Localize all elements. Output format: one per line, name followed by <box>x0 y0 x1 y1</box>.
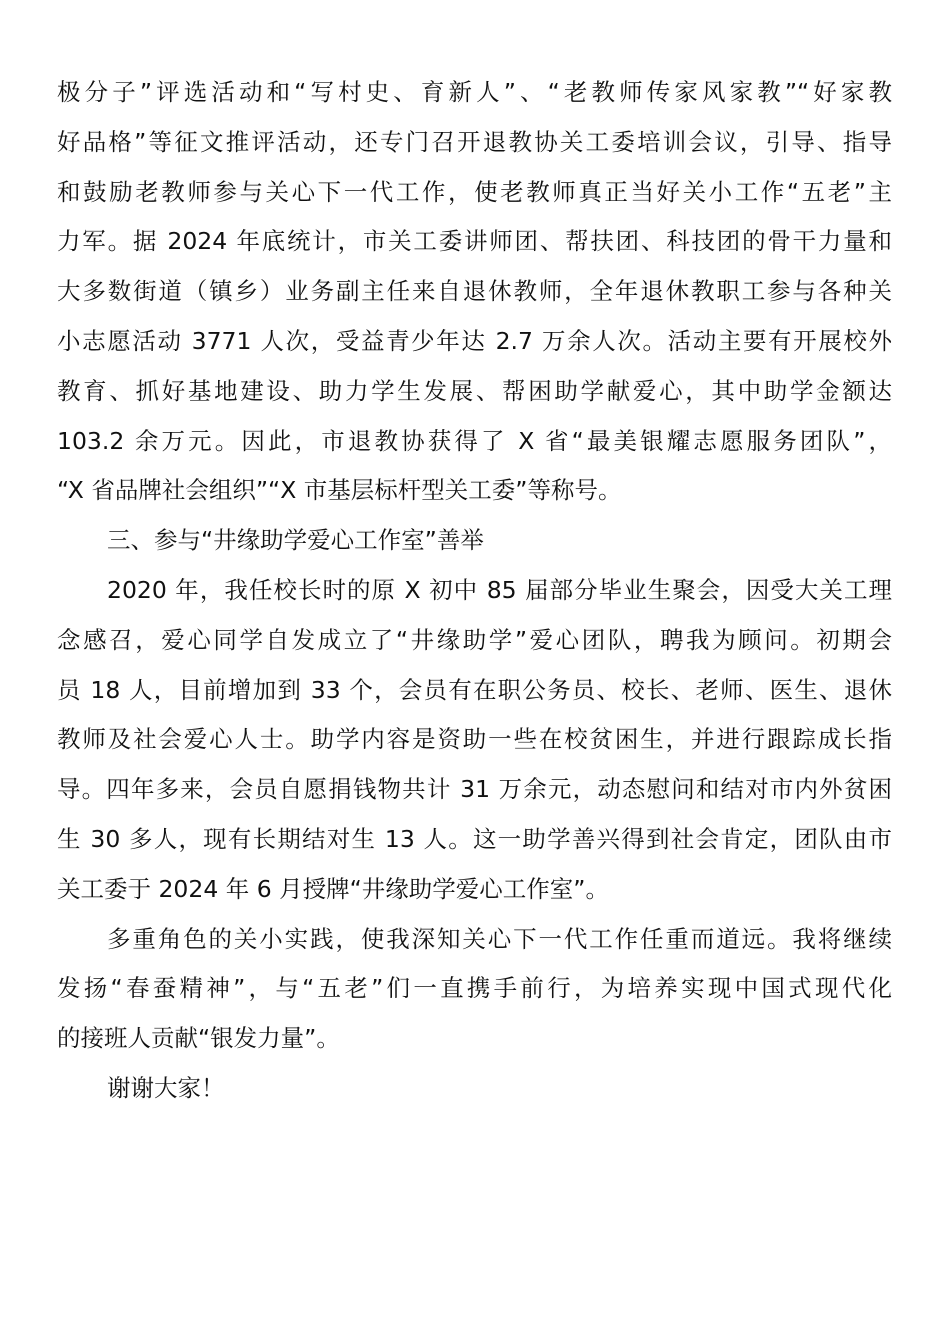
text-line: 员 18 人，目前增加到 33 个，会员有在职公务员、校长、老师、医生、退休 <box>57 675 892 704</box>
text-line: 103.2 余万元。因此，市退教协获得了 X 省“最美银耀志愿服务团队”， <box>57 426 892 455</box>
text-line: 好品格”等征文推评活动，还专门召开退教协关工委培训会议，引导、指导 <box>57 127 892 156</box>
text-line: 的接班人贡献“银发力量”。 <box>57 1024 340 1053</box>
closing-line: 谢谢大家！ <box>107 1073 225 1102</box>
text-line: 和鼓励老教师参与关心下一代工作，使老教师真正当好关小工作“五老”主 <box>57 177 892 206</box>
text-line: 极分子”评选活动和“写村史、育新人”、“老教师传家风家教”“好家教 <box>57 78 892 106</box>
document-body <box>57 68 892 1114</box>
text-line: 2020 年，我任校长时的原 X 初中 85 届部分毕业生聚会，因受大关工理 <box>107 575 892 604</box>
text-line: 力军。据 2024 年底统计，市关工委讲师团、帮扶团、科技团的骨干力量和 <box>57 227 892 256</box>
text-line: 发扬“春蚕精神”，与“五老”们一直携手前行，为培养实现中国式现代化 <box>57 974 892 1003</box>
text-line: 大多数街道（镇乡）业务副主任来自退休教师，全年退休教职工参与各种关 <box>57 277 892 306</box>
text-line: 导。四年多来，会员自愿捐钱物共计 31 万余元，动态慰问和结对市内外贫困 <box>57 775 892 804</box>
text-line: 教师及社会爱心人士。助学内容是资助一些在校贫困生，并进行跟踪成长指 <box>57 725 892 754</box>
text-line: 多重角色的关小实践，使我深知关心下一代工作任重而道远。我将继续 <box>107 924 892 953</box>
text-line: 关工委于 2024 年 6 月授牌“井缘助学爱心工作室”。 <box>57 874 609 903</box>
text-line: 念感召，爱心同学自发成立了“井缘助学”爱心团队，聘我为顾问。初期会 <box>57 625 892 654</box>
text-line: 教育、抓好基地建设、助力学生发展、帮困助学献爱心，其中助学金额达 <box>57 376 892 405</box>
text-line: 小志愿活动 3771 人次，受益青少年达 2.7 万余人次。活动主要有开展校外 <box>57 326 892 355</box>
text-line: “X 省品牌社会组织”“X 市基层标杆型关工委”等称号。 <box>57 476 622 505</box>
text-line: 生 30 多人，现有长期结对生 13 人。这一助学善兴得到社会肯定，团队由市 <box>57 824 892 853</box>
section-heading: 三、参与“井缘助学爱心工作室”善举 <box>107 526 484 555</box>
